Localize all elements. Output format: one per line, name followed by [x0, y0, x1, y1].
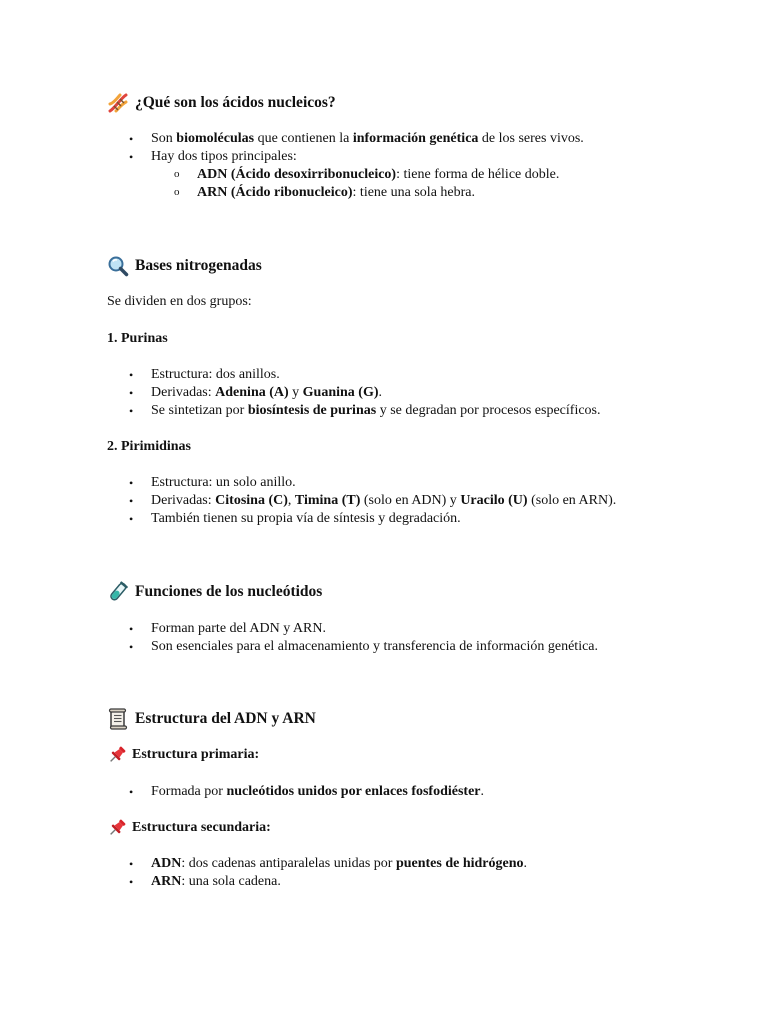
heading-bases-nitrogenadas — [107, 255, 262, 277]
list-item: • Estructura: un solo anillo. — [151, 474, 296, 492]
subheading-estructura-primaria — [107, 745, 259, 765]
list-item: • Son esenciales para el almacenamiento y transferencia de información genética. — [151, 638, 598, 656]
list-item: • Se sintetizan por biosíntesis de purinas y se degradan por procesos específicos. — [151, 402, 601, 420]
list-item: • Forman parte del ADN y ARN. — [151, 620, 326, 638]
list-item: • Derivadas: Adenina (A) y Guanina (G). — [151, 384, 382, 402]
subheading-text: Estructura primaria: — [132, 747, 260, 762]
scroll-icon — [107, 708, 129, 730]
list-item: • También tienen su propia vía de síntesis y degradación. — [151, 510, 461, 528]
paragraph-intro: Se dividen en dos grupos: — [107, 294, 252, 309]
sublist-item-adn: o ADN (Ácido desoxirribonucleico): tiene forma de hélice doble. — [197, 166, 559, 184]
heading-text: Estructura del ADN y ARN — [135, 710, 316, 727]
list-item: • ADN: dos cadenas antiparalelas unidas por puentes de hidrógeno. — [151, 855, 527, 873]
heading-acidos-nucleicos — [107, 92, 336, 114]
list-item: • ARN: una sola cadena. — [151, 873, 281, 891]
list-item: • Derivadas: Citosina (C), Timina (T) (solo en ADN) y Uracilo (U) (solo en ARN). — [151, 492, 616, 510]
list-item: • Formada por nucleótidos unidos por enlaces fosfodiéster. — [151, 783, 484, 801]
subheading-pirimidinas: 2. Pirimidinas — [107, 439, 192, 454]
magnifier-icon — [107, 255, 129, 277]
pushpin-icon — [107, 818, 127, 838]
subheading-text: Estructura secundaria: — [132, 820, 271, 835]
pushpin-icon — [107, 745, 127, 765]
heading-text: ¿Qué son los ácidos nucleicos? — [135, 94, 336, 111]
subheading-estructura-secundaria — [107, 818, 271, 838]
heading-estructura — [107, 708, 316, 730]
subheading-purinas: 1. Purinas — [107, 331, 168, 346]
list-item: • Hay dos tipos principales: — [151, 148, 297, 166]
list-item: • Estructura: dos anillos. — [151, 366, 280, 384]
list-item: • Son biomoléculas que contienen la información genética de los seres vivos. — [151, 130, 584, 148]
test-tube-icon — [107, 581, 129, 603]
heading-text: Funciones de los nucleótidos — [135, 583, 323, 600]
sublist-item-arn: o ARN (Ácido ribonucleico): tiene una sola hebra. — [197, 184, 475, 202]
dna-icon — [107, 92, 129, 114]
heading-funciones — [107, 581, 322, 603]
heading-text: Bases nitrogenadas — [135, 257, 262, 274]
